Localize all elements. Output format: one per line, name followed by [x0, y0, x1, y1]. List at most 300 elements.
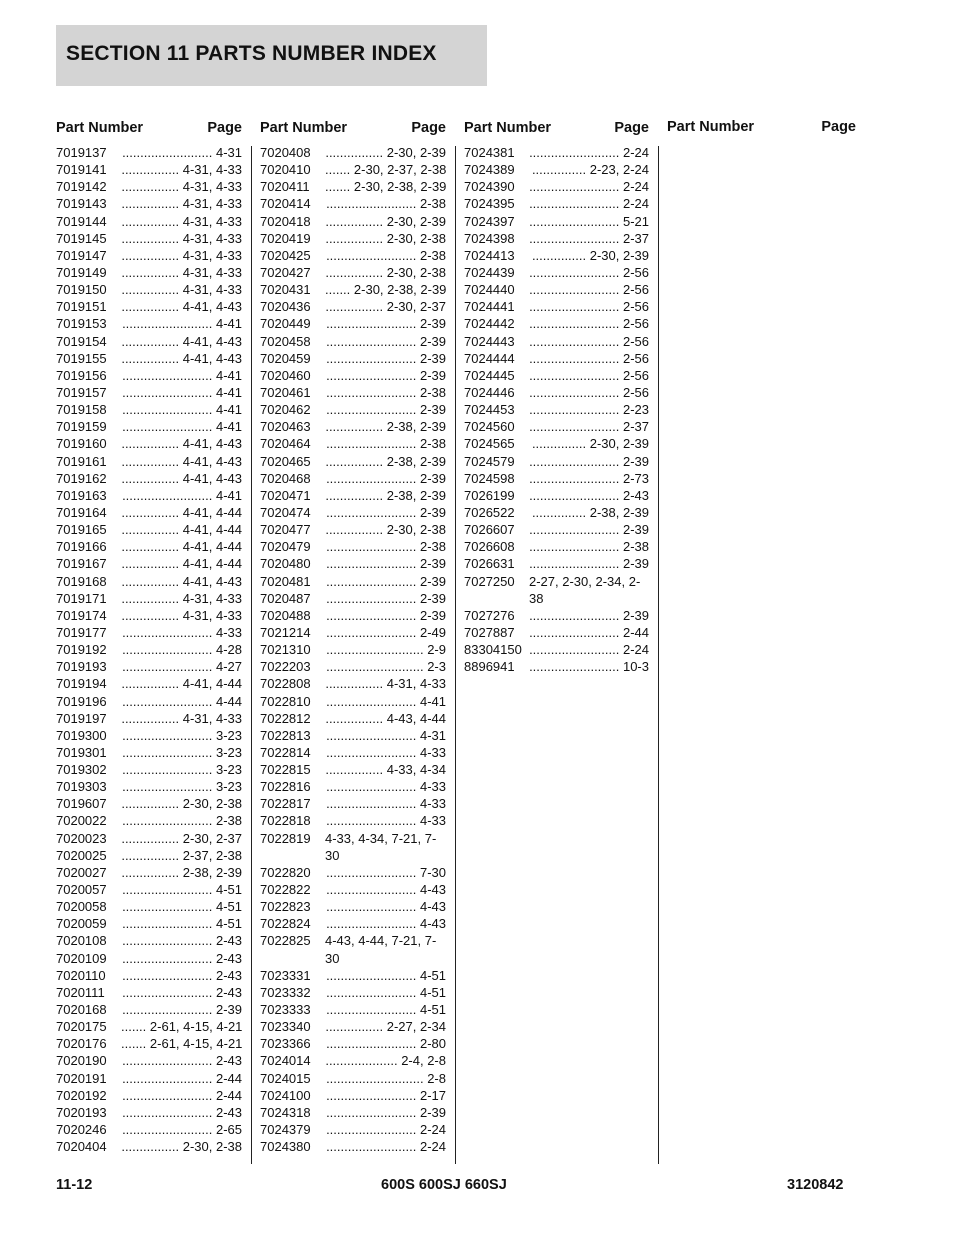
index-entry [464, 298, 649, 315]
part-number: 7024565 [464, 436, 515, 452]
page-reference [529, 281, 649, 298]
leader-dots: ....... [325, 162, 351, 178]
index-entry [56, 761, 242, 778]
part-number: 7022822 [260, 882, 311, 898]
page-value: 2-38, 2-39 [179, 864, 242, 880]
index-entry [56, 881, 242, 898]
entry-list [464, 144, 649, 675]
index-entry [56, 778, 242, 795]
index-entry [56, 435, 242, 452]
page-value: 4-41, 4-43 [179, 453, 242, 469]
part-number: 7024398 [464, 230, 515, 246]
leader-dots: ......................... [326, 796, 417, 812]
leader-dots: ......................... [122, 659, 213, 675]
leader-dots: ......................... [326, 333, 417, 349]
page-value: 4-27 [212, 659, 242, 675]
page-reference [325, 710, 446, 727]
leader-dots: ......................... [326, 864, 417, 880]
page-reference [325, 727, 446, 744]
index-entry [260, 590, 446, 607]
part-number: 7023340 [260, 1019, 311, 1035]
part-number: 7022823 [260, 899, 311, 915]
page-value: 2-43 [212, 933, 242, 949]
part-number: 7020022 [56, 813, 107, 829]
leader-dots: ......................... [122, 1104, 213, 1120]
leader-dots: ......................... [122, 933, 213, 949]
leader-dots: ......................... [122, 693, 213, 709]
page-reference [121, 967, 242, 984]
page-reference [121, 367, 242, 384]
index-entry [260, 161, 446, 178]
page-value: 2-30, 2-38 [383, 522, 446, 538]
index-entry [260, 435, 446, 452]
leader-dots: ................ [121, 556, 180, 572]
page-reference [529, 367, 649, 384]
page-reference [325, 453, 446, 470]
page-value: 4-41, 4-43 [179, 470, 242, 486]
page-value: 4-33 [416, 813, 446, 829]
leader-dots: ................ [121, 522, 180, 538]
index-entry [56, 950, 242, 967]
page-reference [121, 401, 242, 418]
part-number: 7024579 [464, 453, 515, 469]
part-number: 7019149 [56, 264, 107, 280]
page-value: 2-30, 2-37, 2-38 [350, 162, 446, 178]
index-entry [260, 1087, 446, 1104]
page-value: 2-44 [212, 1087, 242, 1103]
page-reference [325, 744, 446, 761]
page-value: 2-23 [619, 402, 649, 418]
index-entry [56, 195, 242, 212]
part-number: 7019301 [56, 744, 107, 760]
page-value: 2-43 [212, 967, 242, 983]
page-reference [121, 538, 242, 555]
index-entry [260, 932, 446, 966]
index-entry [56, 315, 242, 332]
part-number: 7024390 [464, 179, 515, 195]
index-entry [56, 555, 242, 572]
leader-dots: ......................... [122, 1087, 213, 1103]
page-value: 2-39 [416, 316, 446, 332]
part-number: 7022818 [260, 813, 311, 829]
leader-dots: ................ [121, 453, 180, 469]
part-number: 7024598 [464, 470, 515, 486]
page-reference [325, 504, 446, 521]
index-entry [260, 264, 446, 281]
page-reference [325, 367, 446, 384]
part-number: 7020027 [56, 864, 107, 880]
index-entry [56, 247, 242, 264]
leader-dots: ......................... [122, 744, 213, 760]
index-entry [56, 538, 242, 555]
page-value: 4-41, 4-43 [179, 333, 242, 349]
part-number: 7020458 [260, 333, 311, 349]
page-reference [529, 161, 649, 178]
page-value: 2-38, 2-39 [383, 453, 446, 469]
page-reference [325, 247, 446, 264]
page-value: 2-49 [416, 624, 446, 640]
page-reference [325, 1104, 446, 1121]
leader-dots: ................ [325, 145, 384, 160]
part-number: 7022820 [260, 864, 311, 880]
page-value: 4-41 [212, 419, 242, 435]
index-entry [56, 932, 242, 949]
page-reference [121, 264, 242, 281]
page-reference [121, 1070, 242, 1087]
page-value: 2-39 [619, 607, 649, 623]
page-reference [121, 470, 242, 487]
index-column-2 [260, 120, 446, 1155]
part-number: 7023331 [260, 967, 311, 983]
page-reference [529, 384, 649, 401]
leader-dots: ................ [121, 607, 180, 623]
page-value: 4-31, 4-33 [179, 213, 242, 229]
part-number: 7024380 [260, 1139, 311, 1155]
page-reference [121, 847, 242, 864]
part-number: 7020477 [260, 522, 311, 538]
part-number: 7019145 [56, 230, 107, 246]
part-number: 7019147 [56, 247, 107, 263]
footer-doc-number: 3120842 [787, 1177, 844, 1193]
page-reference [529, 333, 649, 350]
index-entry [464, 333, 649, 350]
page-reference [529, 418, 649, 435]
leader-dots: ................ [121, 333, 180, 349]
index-entry [56, 470, 242, 487]
page-value: 2-80 [416, 1036, 446, 1052]
index-entry [56, 521, 242, 538]
part-number: 7020465 [260, 453, 311, 469]
part-number: 7019142 [56, 179, 107, 195]
leader-dots: ......................... [122, 882, 213, 898]
part-number: 7019194 [56, 676, 107, 692]
index-entry [464, 144, 649, 161]
leader-dots: ................ [325, 762, 384, 778]
index-entry [260, 898, 446, 915]
page-reference [325, 230, 446, 247]
index-entry [464, 555, 649, 572]
index-entry [260, 795, 446, 812]
part-number: 7020414 [260, 196, 311, 212]
part-number: 7020449 [260, 316, 311, 332]
part-number: 7022815 [260, 762, 311, 778]
page-value: 2-43 [212, 984, 242, 1000]
index-entry [260, 761, 446, 778]
leader-dots: ................ [121, 230, 180, 246]
page-reference [121, 315, 242, 332]
leader-dots: ................ [121, 179, 180, 195]
part-number: 7020460 [260, 367, 311, 383]
page-value: 4-51 [212, 916, 242, 932]
page-value: 3-23 [212, 727, 242, 743]
footer-page-number: 11-12 [56, 1177, 93, 1193]
page-reference [121, 761, 242, 778]
page-value: 2-56 [619, 264, 649, 280]
index-entry [56, 967, 242, 984]
page-value: 2-39 [416, 590, 446, 606]
page-value: 4-51 [416, 967, 446, 983]
part-number: 7022203 [260, 659, 311, 675]
leader-dots: ......................... [122, 950, 213, 966]
index-entry [260, 624, 446, 641]
page-value: 2-23, 2-24 [586, 162, 649, 178]
part-number: 7020488 [260, 607, 311, 623]
part-number: 7027276 [464, 607, 515, 623]
index-entry [56, 298, 242, 315]
part-number: 7019162 [56, 470, 107, 486]
page-reference [325, 915, 446, 932]
leader-dots: ......................... [326, 539, 417, 555]
part-number: 7019164 [56, 504, 107, 520]
page-value: 4-41 [212, 384, 242, 400]
page-value: 2-9 [423, 642, 446, 658]
leader-dots: ................ [121, 299, 180, 315]
leader-dots: ......................... [529, 487, 620, 503]
page-value: 2-39 [416, 402, 446, 418]
part-number: 7019160 [56, 436, 107, 452]
page-reference [121, 1104, 242, 1121]
page-value: 2-56 [619, 316, 649, 332]
leader-dots: ......................... [326, 624, 417, 640]
column-header [464, 120, 649, 144]
page-reference [121, 727, 242, 744]
page-value: 2-37 [619, 419, 649, 435]
page-reference [529, 230, 649, 247]
page-value: 2-27, 2-34 [383, 1019, 446, 1035]
index-entry [56, 984, 242, 1001]
index-entry [56, 161, 242, 178]
index-entry [260, 315, 446, 332]
index-entry [464, 624, 649, 641]
index-entry [56, 1104, 242, 1121]
leader-dots: ....... [325, 282, 351, 298]
leader-dots: ................ [121, 470, 180, 486]
page-reference [121, 1087, 242, 1104]
page-value: 4-41, 4-43 [179, 436, 242, 452]
part-number: 7027250 [464, 573, 515, 589]
page-reference [325, 1070, 446, 1087]
index-entry [260, 607, 446, 624]
page-value: 2-43 [212, 1104, 242, 1120]
page-value: 4-41, 4-44 [179, 504, 242, 520]
page-value: 4-31, 4-33 [179, 607, 242, 623]
index-entry [56, 607, 242, 624]
leader-dots: ................ [121, 282, 180, 298]
index-entry [56, 1052, 242, 1069]
page-reference [325, 435, 446, 452]
page-reference [325, 658, 446, 675]
leader-dots: ......................... [529, 453, 620, 469]
page-value: 4-28 [212, 642, 242, 658]
page-reference [121, 144, 242, 161]
page-reference [325, 641, 446, 658]
index-entry [260, 812, 446, 829]
index-entry [56, 658, 242, 675]
page-value: 2-30, 2-38, 2-39 [350, 179, 446, 195]
page-value: 4-41, 4-43 [179, 350, 242, 366]
page-value: 2-65 [212, 1122, 242, 1138]
leader-dots: ................ [121, 196, 180, 212]
part-number: 7019155 [56, 350, 107, 366]
page-reference [325, 264, 446, 281]
part-number: 7024100 [260, 1087, 311, 1103]
page-reference [529, 607, 649, 624]
page-value: 2-30, 2-37 [179, 830, 242, 846]
index-entry [260, 864, 446, 881]
leader-dots: ......................... [326, 882, 417, 898]
page-reference [325, 1138, 446, 1155]
index-entry [260, 1104, 446, 1121]
leader-dots: ......................... [529, 350, 620, 366]
leader-dots: ......................... [529, 659, 620, 675]
index-entry [260, 521, 446, 538]
part-number: 7020059 [56, 916, 107, 932]
leader-dots: ......................... [122, 384, 213, 400]
part-number: 7023332 [260, 984, 311, 1000]
leader-dots: ......................... [326, 779, 417, 795]
index-entry [56, 418, 242, 435]
index-entry [464, 401, 649, 418]
leader-dots: ......................... [326, 556, 417, 572]
page-reference [121, 932, 242, 949]
leader-dots: ................ [121, 247, 180, 263]
page-reference [529, 178, 649, 195]
part-number: 7020436 [260, 299, 311, 315]
index-entry [56, 230, 242, 247]
index-entry [464, 281, 649, 298]
leader-dots: ................ [325, 419, 384, 435]
part-number: 7022825 [260, 933, 311, 949]
leader-dots: ................ [121, 264, 180, 280]
index-entry [464, 487, 649, 504]
leader-dots: ......................... [122, 899, 213, 915]
page-value: 4-31, 4-33 [383, 676, 446, 692]
leader-dots: ......................... [122, 967, 213, 983]
part-number: 7020427 [260, 264, 311, 280]
leader-dots: ......................... [326, 1139, 417, 1155]
page-reference [325, 778, 446, 795]
leader-dots: ................ [121, 590, 180, 606]
part-number: 7024560 [464, 419, 515, 435]
part-number: 7026608 [464, 539, 515, 555]
leader-dots: ......................... [122, 419, 213, 435]
part-number: 7022810 [260, 693, 311, 709]
page-reference [325, 795, 446, 812]
index-entry [260, 538, 446, 555]
page-reference [121, 1121, 242, 1138]
index-entry [464, 161, 649, 178]
part-number: 7019150 [56, 282, 107, 298]
index-entry [260, 658, 446, 675]
page-value: 2-43 [212, 950, 242, 966]
page-reference [121, 453, 242, 470]
page-reference [325, 984, 446, 1001]
column-header [260, 120, 446, 144]
index-entry [260, 1018, 446, 1035]
page-value: 4-31, 4-33 [179, 162, 242, 178]
page-reference [529, 504, 649, 521]
page-value: 3-23 [212, 762, 242, 778]
leader-dots: ......................... [122, 316, 213, 332]
index-entry [260, 881, 446, 898]
leader-dots: ......................... [122, 1053, 213, 1069]
part-number: 7019143 [56, 196, 107, 212]
part-number: 7019303 [56, 779, 107, 795]
leader-dots: ................ [121, 1139, 180, 1155]
leader-dots: .................... [325, 1053, 398, 1069]
leader-dots: ......................... [122, 984, 213, 1000]
leader-dots: ......................... [122, 487, 213, 503]
part-number: 7021310 [260, 642, 311, 658]
part-number: 7019141 [56, 162, 107, 178]
part-number: 7024443 [464, 333, 515, 349]
page-reference [325, 590, 446, 607]
page-reference [121, 1052, 242, 1069]
page-reference: 2-27, 2-30, 2-34, 2-38 [529, 573, 641, 606]
part-number: 7019607 [56, 796, 107, 812]
page-value: 4-31 [416, 727, 446, 743]
part-number: 7026631 [464, 556, 515, 572]
leader-dots: ............... [531, 504, 587, 520]
leader-dots: ......................... [326, 1036, 417, 1052]
page-reference [121, 607, 242, 624]
index-entry [260, 384, 446, 401]
page-value: 2-24 [416, 1122, 446, 1138]
part-number-heading: Part Number [56, 120, 144, 136]
page-reference [529, 247, 649, 264]
page-reference [121, 710, 242, 727]
page-reference [121, 1138, 242, 1155]
part-number: 7024379 [260, 1122, 311, 1138]
page-reference [325, 1121, 446, 1138]
page-value: 2-56 [619, 367, 649, 383]
page-reference [121, 744, 242, 761]
page-reference [121, 641, 242, 658]
page-value: 2-30, 2-38, 2-39 [350, 282, 446, 298]
part-number: 7020411 [260, 179, 310, 195]
page-heading: Page [821, 119, 856, 135]
index-entry [56, 350, 242, 367]
index-entry [260, 967, 446, 984]
part-number-heading: Part Number [667, 119, 755, 135]
index-entry [464, 418, 649, 435]
part-number: 7019167 [56, 556, 107, 572]
page-value: 4-41 [416, 693, 446, 709]
leader-dots: ......................... [529, 642, 620, 658]
index-entry [56, 384, 242, 401]
leader-dots: ......................... [326, 1122, 417, 1138]
leader-dots: ......................... [122, 642, 213, 658]
page-value: 2-39 [212, 1002, 242, 1018]
index-entry [56, 915, 242, 932]
index-entry [260, 470, 446, 487]
leader-dots: ......................... [529, 402, 620, 418]
part-number: 7022813 [260, 727, 311, 743]
part-number: 7020176 [56, 1036, 107, 1052]
page-reference [121, 298, 242, 315]
leader-dots: ......................... [326, 693, 417, 709]
leader-dots: ........................... [326, 1070, 424, 1086]
column-divider [251, 146, 252, 1164]
page-value: 2-44 [212, 1070, 242, 1086]
column-header [667, 119, 856, 143]
index-entry [56, 847, 242, 864]
index-entry [260, 418, 446, 435]
leader-dots: ................ [121, 539, 180, 555]
part-number: 7019177 [56, 624, 107, 640]
index-entry [260, 1138, 446, 1155]
leader-dots: ................ [325, 264, 384, 280]
